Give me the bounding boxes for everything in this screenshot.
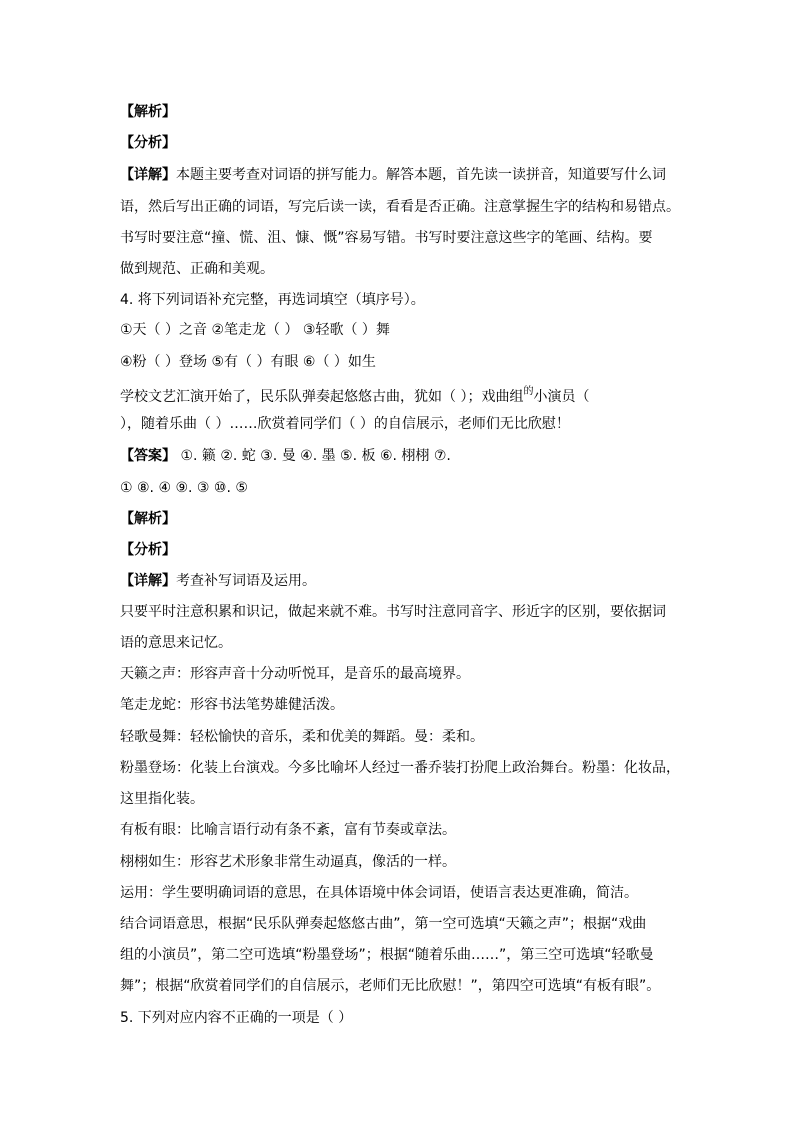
word-explanation-4-line-2: 这里指化装。 [120, 791, 204, 807]
section-detail-tag-1: 【详解】 [120, 167, 176, 183]
fill-text-1: 学校文艺汇演开始了，民乐队弹奏起悠悠古曲，犹如（ ）；戏曲组 [120, 389, 524, 405]
detail-2-text-1: 考查补写词语及运用。 [176, 573, 316, 589]
detail-2-line-1 [120, 571, 316, 591]
question-4-fill-line-2: ），随着乐曲（ ）……欣赏着同学们（ ）的自信展示，老师们无比欣慰！ [120, 416, 570, 432]
detail-1-text-1: 本题主要考查对词语的拼写能力。解答本题，首先读一读拼音，知道要写什么词 [176, 167, 666, 183]
question-5-stem: 5. 下列对应内容不正确的一项是（ ） [120, 1010, 353, 1026]
usage-note: 运用：学生要明确词语的意思，在具体语境中体会词语，使语言表达更准确，简洁。 [120, 885, 638, 901]
conclusion-line-2: 组的小演员”，第二空可选填“粉墨登场”；根据“随着乐曲……”，第三空可选填“轻歌曼 [120, 947, 654, 963]
answer-line-2: ① ⑧. ④ ⑨. ③ ⑩. ⑤ [120, 480, 248, 496]
section-fenxi-1: 【分析】 [120, 135, 176, 151]
conclusion-line-3: 舞”；根据“欣赏着同学们的自信展示，老师们无比欣慰！”，第四空可选填“有板有眼”。 [120, 978, 661, 994]
detail-1-line-2: 语，然后写出正确的词语，写完后读一读，看看是否正确。注意掌握生字的结构和易错点。 [120, 199, 680, 215]
detail-1-line-3: 书写时要注意“撞、慌、沮、慷、慨”容易写错。书写时要注意这些字的笔画、结构。要 [120, 230, 653, 246]
section-jiexi-1: 【解析】 [120, 104, 176, 120]
paragraph-1-line-2: 语的意思来记忆。 [120, 635, 232, 651]
fill-text-1-end: 小演员（ [533, 389, 590, 405]
question-4-fill-line-1 [120, 387, 589, 409]
word-explanation-4-line-1: 粉墨登场：化装上台演戏。今多比喻坏人经过一番乔装打扮爬上政治舞台。粉墨：化妆品， [120, 760, 680, 776]
word-explanation-2: 笔走龙蛇：形容书法笔势雄健活泼。 [120, 697, 344, 713]
conclusion-line-1: 结合词语意思，根据“民乐队弹奏起悠悠古曲”，第一空可选填“天籁之声”；根据“戏曲 [120, 916, 647, 932]
section-detail-tag-2: 【详解】 [120, 573, 176, 589]
word-explanation-5: 有板有眼：比喻言语行动有条不紊，富有节奏或章法。 [120, 822, 456, 838]
answer-tag: 【答案】 [120, 448, 176, 464]
section-jiexi-2: 【解析】 [120, 511, 176, 527]
question-4-row-1: ①天（ ）之音 ②笔走龙（ ） ③轻歌（ ）舞 [120, 322, 390, 338]
answer-values-1: ①. 籁 ②. 蛇 ③. 曼 ④. 墨 ⑤. 板 ⑥. 栩栩 ⑦. [176, 448, 451, 464]
section-fenxi-2: 【分析】 [120, 542, 176, 558]
word-explanation-3: 轻歌曼舞：轻松愉快的音乐，柔和优美的舞蹈。曼：柔和。 [120, 729, 484, 745]
question-4-stem: 4. 将下列词语补充完整，再选词填空（填序号）。 [120, 292, 425, 308]
paragraph-1-line-1: 只要平时注意积累和识记，做起来就不难。书写时注意同音字、形近字的区别，要依据词 [120, 604, 666, 620]
detail-1-line-4: 做到规范、正确和美观。 [120, 261, 274, 277]
word-explanation-6: 栩栩如生：形容艺术形象非常生动逼真，像活的一样。 [120, 854, 456, 870]
fill-superscript: 的 [523, 386, 534, 397]
detail-1-line-1 [120, 165, 666, 185]
answer-line-1 [120, 446, 451, 466]
question-4-row-2: ④粉（ ）登场 ⑤有（ ）有眼 ⑥（ ）如生 [120, 354, 376, 370]
word-explanation-1: 天籁之声：形容声音十分动听悦耳，是音乐的最高境界。 [120, 666, 470, 682]
